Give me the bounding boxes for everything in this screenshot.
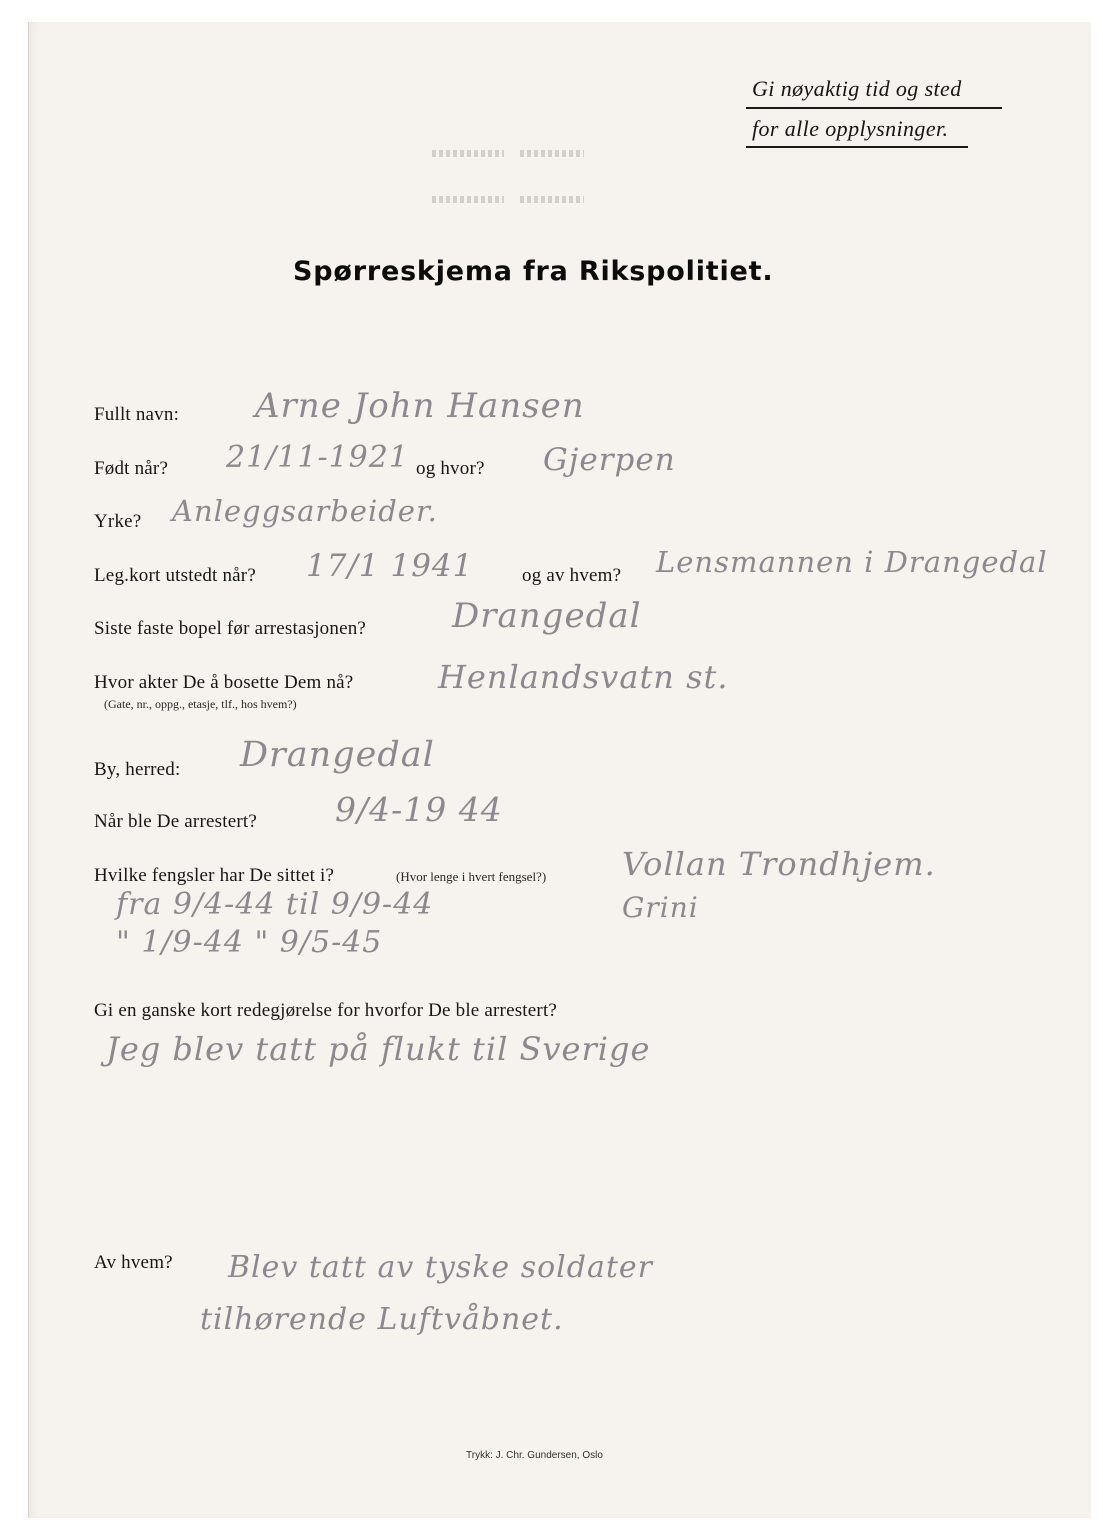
by-whom-label: Av hvem? [94,1252,173,1273]
id-issued-when-label: Leg.kort utstedt når? [94,565,256,586]
id-issued-when-value: 17/1 1941 [306,548,474,584]
notice-line-2: for alle opplysninger. [752,116,949,141]
occupation-label: Yrke? [94,511,142,532]
settle-where-label: Hvor akter De å bosette Dem nå? [94,672,354,693]
arrested-when-value: 9/4-19 44 [335,790,503,829]
city-district-value: Drangedal [240,735,435,775]
id-issued-by-value: Lensmannen i Drangedal [656,545,1048,579]
occupation-value: Anleggsarbeider. [172,494,438,528]
prisons-value-line-2: fra 9/4-44 til 9/9-44 [116,887,434,922]
form-title: Spørreskjema fra Rikspolitiet. [293,256,774,287]
arrested-when-label: Når ble De arrestert? [94,811,257,832]
born-where-value: Gjerpen [543,442,676,478]
bleed-through-mark [520,150,584,157]
form-page [28,22,1091,1518]
prisons-value-line-3: " 1/9-44 " 9/5-45 [116,925,383,960]
by-whom-value-line-1: Blev tatt av tyske soldater [228,1250,653,1285]
bleed-through-mark [432,150,504,157]
reason-label: Gi en ganske kort redegjørelse for hvorfor De ble arrestert? [94,1000,558,1021]
born-when-value: 21/11-1921 [226,440,409,475]
bleed-through-mark [520,196,584,203]
reason-value: Jeg blev tatt på flukt til Sverige [106,1030,651,1068]
settle-where-sublabel: (Gate, nr., oppg., etasje, tlf., hos hvem?) [104,697,297,711]
notice-underline [746,107,1002,109]
bleed-through-mark [432,196,504,203]
prisons-sublabel: (Hvor lenge i hvert fengsel?) [396,869,547,884]
born-where-label: og hvor? [416,458,485,479]
printer-credit: Trykk: J. Chr. Gundersen, Oslo [466,1450,603,1461]
settle-where-value: Henlandsvatn st. [438,658,729,696]
notice-underline [746,146,968,148]
id-issued-by-label: og av hvem? [522,565,622,586]
by-whom-value-line-2: tilhørende Luftvåbnet. [200,1302,564,1337]
notice-line-1: Gi nøyaktig tid og sted [752,76,962,101]
full-name-label: Fullt navn: [94,404,180,425]
born-when-label: Født når? [94,458,169,479]
last-residence-label: Siste faste bopel før arrestasjonen? [94,618,367,639]
city-district-label: By, herred: [94,759,181,780]
prisons-value-line-1: Vollan Trondhjem. [622,845,936,883]
prisons-value-line-2b: Grini [622,891,699,924]
prisons-label: Hvilke fengsler har De sittet i? [94,865,335,886]
last-residence-value: Drangedal [452,596,642,636]
full-name-value: Arne John Hansen [255,386,585,426]
